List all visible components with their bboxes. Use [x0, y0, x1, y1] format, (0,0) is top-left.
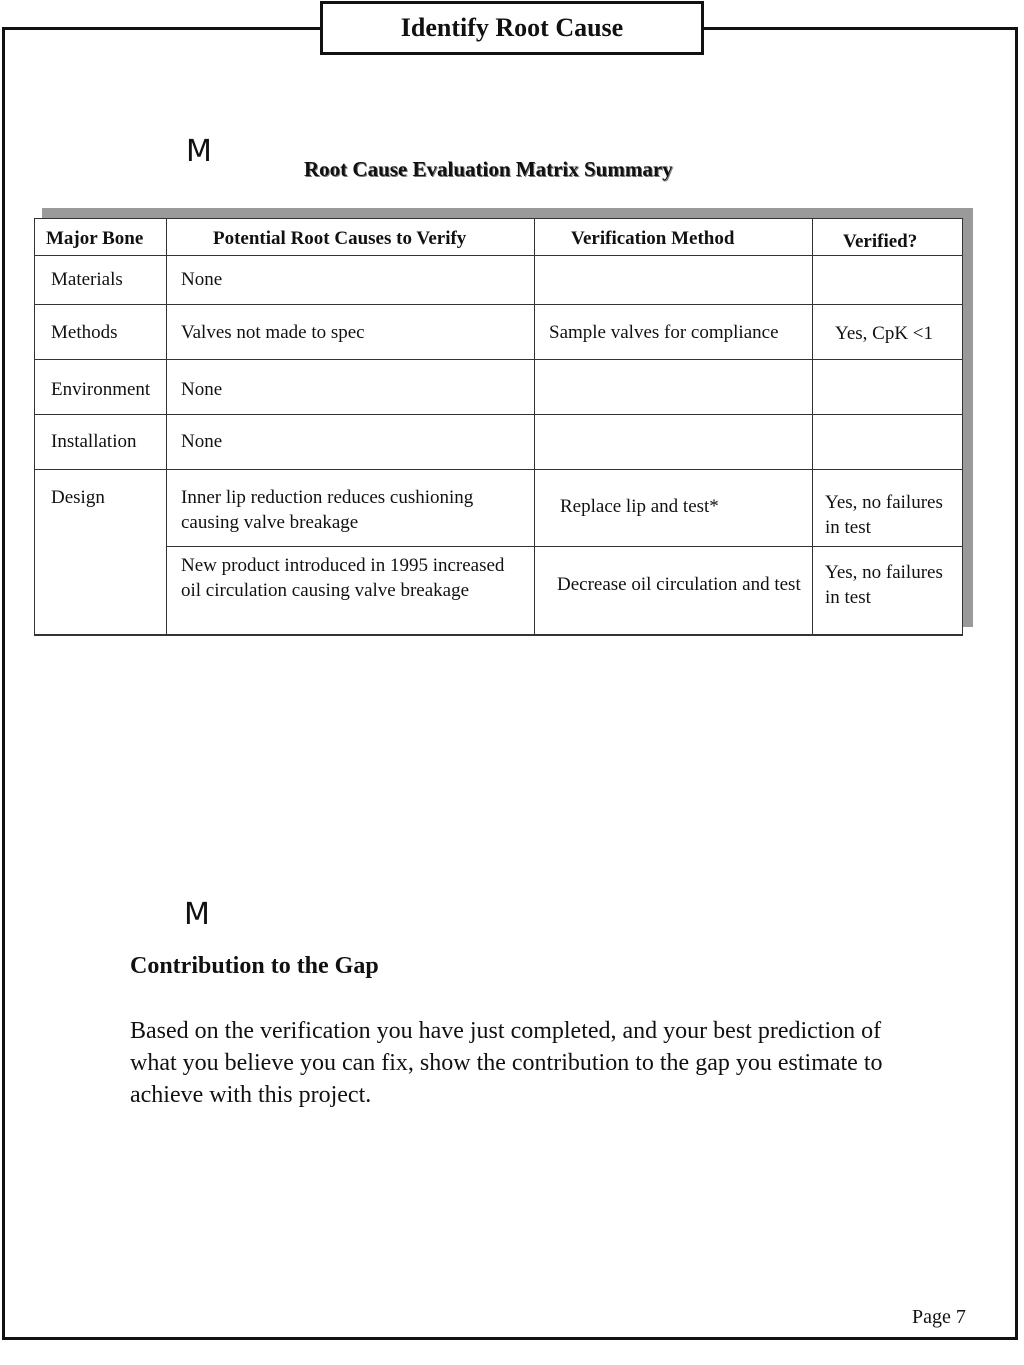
row-divider	[34, 469, 963, 470]
matrix-title: Root Cause Evaluation Matrix Summary	[304, 157, 673, 181]
page-number: Page 7	[912, 1306, 966, 1328]
header-verified: Verified?	[843, 231, 918, 252]
row-divider	[34, 304, 963, 305]
cell-cause: None	[181, 379, 223, 400]
cell-bone: Environment	[51, 379, 151, 400]
col-divider	[534, 218, 535, 636]
cell-method: Sample valves for compliance	[549, 322, 779, 343]
header-major-bone: Major Bone	[46, 228, 144, 249]
cell-bone: Materials	[51, 269, 123, 290]
cell-cause: New product introduced in 1995 increased oil circulation causing valve breakage	[181, 555, 505, 601]
bullet-icon: M	[186, 134, 212, 169]
cell-cause: None	[181, 269, 223, 290]
matrix-top-border	[34, 218, 963, 219]
bullet-icon: M	[184, 897, 210, 932]
row-divider	[34, 414, 963, 415]
cell-bone: Installation	[51, 431, 137, 452]
cell-method: Decrease oil circulation and test	[557, 574, 801, 595]
matrix-bottom-border	[34, 634, 963, 636]
header-potential-causes: Potential Root Causes to Verify	[213, 228, 467, 249]
col-divider	[34, 218, 35, 636]
col-divider	[812, 218, 813, 636]
page-title: Identify Root Cause	[320, 1, 704, 55]
root-cause-matrix	[34, 218, 963, 636]
cell-cause: Valves not made to spec	[181, 322, 365, 343]
gap-heading: Contribution to the Gap	[130, 953, 379, 979]
row-divider	[34, 255, 963, 256]
cell-bone: Design	[51, 487, 105, 508]
cell-method: Replace lip and test*	[560, 496, 719, 517]
gap-body: Based on the verification you have just completed, and your best prediction of what you believe you can fix, show the contribution to the gap you estimate to achieve with this project.	[130, 1018, 883, 1108]
header-verification-method: Verification Method	[571, 228, 735, 249]
col-divider	[962, 218, 963, 636]
cell-cause: Inner lip reduction reduces cushioning causing valve breakage	[181, 487, 474, 533]
cell-bone: Methods	[51, 322, 118, 343]
cell-verified: Yes, CpK <1	[835, 323, 934, 344]
cell-verified: Yes, no failures in test	[825, 562, 943, 608]
cell-verified: Yes, no failures in test	[825, 492, 943, 538]
cell-cause: None	[181, 431, 223, 452]
row-divider	[166, 546, 963, 547]
row-divider	[34, 359, 963, 360]
col-divider	[166, 218, 167, 636]
